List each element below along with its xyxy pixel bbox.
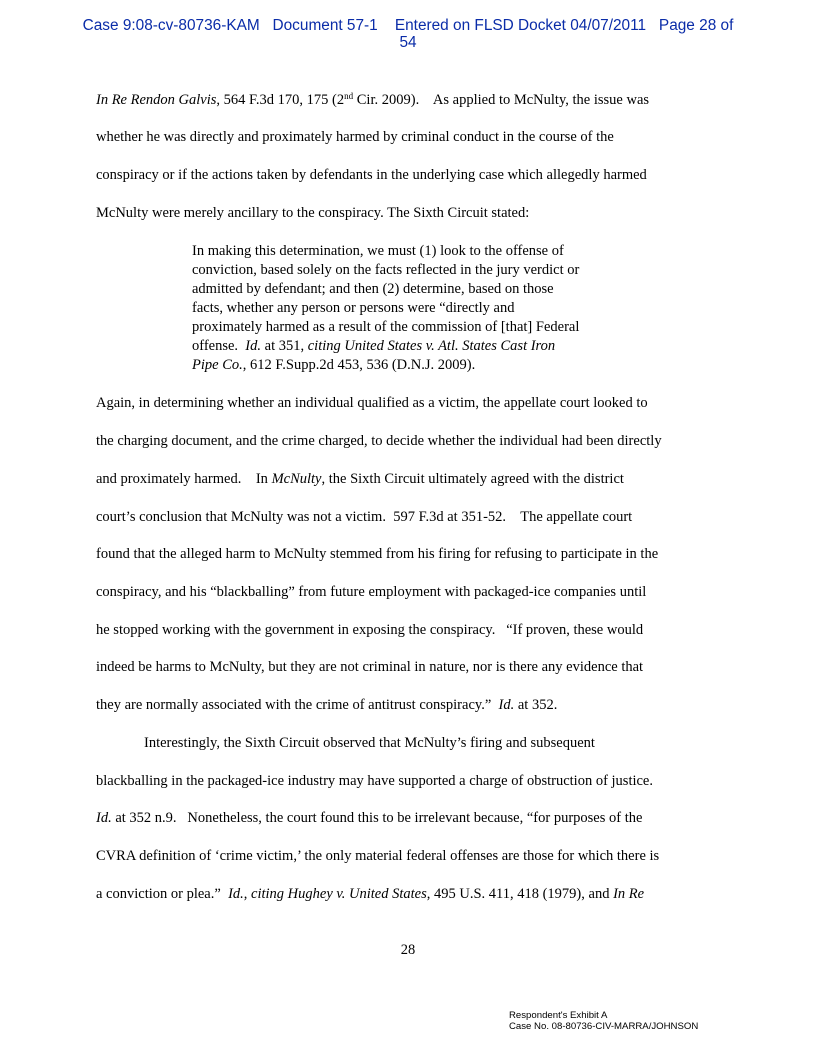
docket-header-line1: Case 9:08-cv-80736-KAM Document 57-1 Entered on FLSD Docket 04/07/2011 Page 28 of	[82, 17, 734, 34]
text: Cir. 2009). As applied to McNulty, the issue was	[353, 92, 650, 108]
exhibit-label: Respondent's Exhibit A	[509, 1010, 608, 1021]
para2-line9	[96, 696, 557, 715]
quote-line1: In making this determination, we must (1) look to the offense of	[192, 243, 564, 259]
text: they are normally associated with the crime of antitrust conspiracy.”	[96, 697, 499, 713]
text: at 352.	[514, 697, 558, 713]
quote-line2: conviction, based solely on the facts reflected in the jury verdict or	[192, 262, 580, 278]
docket-header-line2: 54	[399, 34, 417, 51]
text: and proximately harmed. In	[96, 471, 272, 487]
case-number: Case No. 08-80736-CIV-MARRA/JOHNSON	[509, 1021, 699, 1032]
para3-line4: CVRA definition of ‘crime victim,’ the only material federal offenses are those for which there is	[96, 848, 660, 864]
quote-line6	[192, 337, 555, 356]
text: , the Sixth Circuit ultimately agreed with the district	[321, 471, 624, 487]
quote-line5: proximately harmed as a result of the commission of [that] Federal	[192, 319, 580, 335]
para2-line5: found that the alleged harm to McNulty stemmed from his firing for refusing to participate in the	[96, 546, 659, 562]
para3-line5	[96, 885, 644, 904]
quote-line4: facts, whether any person or persons were “directly and	[192, 300, 515, 316]
id-citation: Id.	[228, 886, 244, 902]
text: offense.	[192, 338, 246, 354]
para2-line6: conspiracy, and his “blackballing” from future employment with packaged-ice companies until	[96, 584, 647, 600]
text: ,	[243, 886, 252, 902]
para1-line4: McNulty were merely ancillary to the conspiracy. The Sixth Circuit stated:	[96, 205, 530, 221]
docket-header	[40, 17, 776, 51]
para2-line1: Again, in determining whether an individual qualified as a victim, the appellate court looked to	[96, 395, 648, 411]
id-citation: Id.	[96, 810, 112, 826]
para1-line3: conspiracy or if the actions taken by defendants in the underlying case which allegedly harmed	[96, 167, 647, 183]
quote-line7	[192, 356, 475, 375]
text: a conviction or plea.”	[96, 886, 229, 902]
para3-line1: Interestingly, the Sixth Circuit observed that McNulty’s firing and subsequent	[144, 735, 595, 751]
text: at 352 n.9. Nonetheless, the court found this to be irrelevant because, “for purposes of the	[111, 810, 643, 826]
citing-case: citing Hughey v. United States	[251, 886, 427, 902]
ordinal-superscript: nd	[344, 91, 354, 101]
quote-line3: admitted by defendant; and then (2) determine, based on those	[192, 281, 554, 297]
para2-line8: indeed be harms to McNulty, but they are not criminal in nature, nor is there any evidence that	[96, 659, 644, 675]
page-number: 28	[400, 942, 416, 958]
exhibit-footer	[509, 1010, 698, 1032]
para1-line1	[96, 91, 649, 110]
para2-line4: court’s conclusion that McNulty was not a victim. 597 F.3d at 351-52. The appellate court	[96, 509, 633, 525]
case-name: In Re	[613, 886, 645, 902]
text: , 612 F.Supp.2d 453, 536 (D.N.J. 2009).	[242, 357, 476, 373]
case-name: McNulty	[271, 471, 322, 487]
citing-case: citing United States v. Atl. States Cast Iron	[307, 338, 556, 354]
para3-line3	[96, 809, 642, 828]
para3-line2: blackballing in the packaged-ice industry may have supported a charge of obstruction of justice.	[96, 773, 653, 789]
para2-line3	[96, 470, 624, 489]
para2-line7: he stopped working with the government in exposing the conspiracy. “If proven, these would	[96, 622, 644, 638]
case-name: In Re Rendon Galvis	[96, 92, 217, 108]
text: at 351,	[261, 338, 308, 354]
citation: , 564 F.3d 170, 175 (2	[216, 92, 345, 108]
para2-line2: the charging document, and the crime charged, to decide whether the individual had been directly	[96, 433, 662, 449]
id-citation: Id.	[498, 697, 515, 713]
case-name: Pipe Co.	[192, 357, 243, 373]
id-citation: Id.	[245, 338, 262, 354]
para1-line2: whether he was directly and proximately harmed by criminal conduct in the course of the	[96, 129, 614, 145]
text: , 495 U.S. 411, 418 (1979), and	[426, 886, 614, 902]
